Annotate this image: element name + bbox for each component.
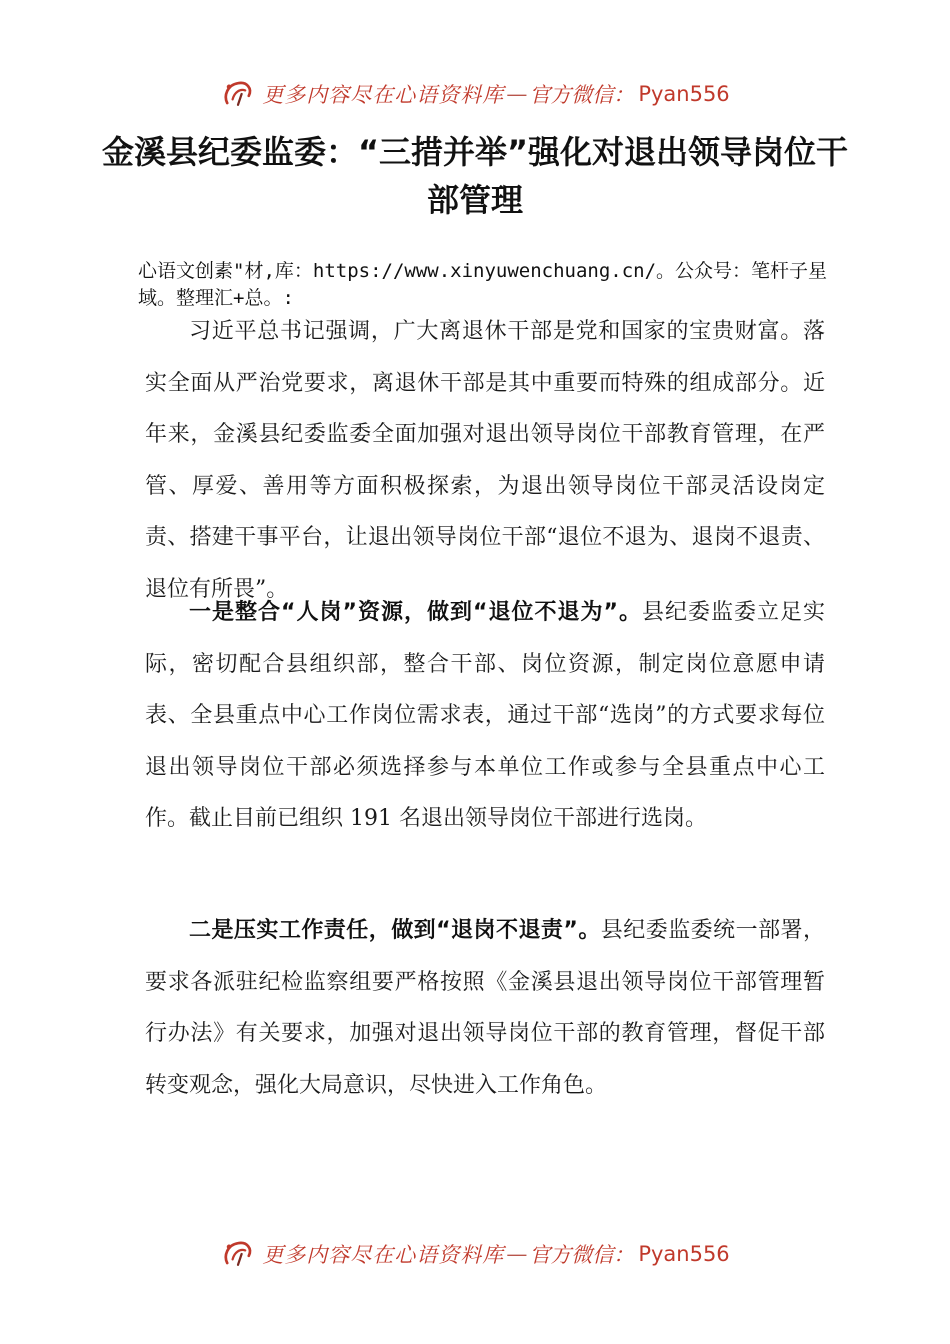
- body-paragraph-1: [145, 306, 825, 615]
- body-paragraph-2: [145, 587, 825, 845]
- banner-main-text: 更多内容尽在心语资料库: [262, 1243, 505, 1267]
- banner-dash: —: [506, 82, 528, 106]
- paragraph-text: 县纪委监委统一部署，要求各派驻纪检监察组要严格按照《金溪县退出领导岗位干部管理暂行办法》有关要求，加强对退出领导岗位干部的教育管理，督促干部转变观念，强化大局意识，尽快进入工作角色。: [145, 918, 825, 1098]
- hand-drawn-logo-icon: [220, 76, 256, 112]
- header-banner: [0, 72, 950, 116]
- banner-wechat-label: 官方微信：: [529, 1243, 635, 1267]
- hand-drawn-logo-icon: [220, 1236, 256, 1272]
- source-line: 心语文创素"材,库：https://www.xinyuwenchuang.cn/。公众号：笔杆子星域。整理汇+总。:: [138, 260, 828, 309]
- banner-wechat-label: 官方微信：: [529, 83, 635, 107]
- banner-wechat-id: Pyan556: [638, 82, 730, 106]
- paragraph-lead: 二是压实工作责任，做到“退岗不退责”。: [189, 918, 601, 943]
- paragraph-text: 习近平总书记强调，广大离退休干部是党和国家的宝贵财富。落实全面从严治党要求，离退休干部是其中重要而特殊的组成部分。近年来，金溪县纪委监委全面加强对退出领导岗位干部教育管理，在严管、厚爱、善用等方面积极探索，为退出领导岗位干部灵活设岗定责、搭建干事平台，让退出领导岗位干部“退位不退为、退岗不退责、退位有所畏”。: [145, 319, 825, 602]
- paragraph-text: 县纪委监委立足实际，密切配合县组织部，整合干部、岗位资源，制定岗位意愿申请表、全县重点中心工作岗位需求表，通过干部“选岗”的方式要求每位退出领导岗位干部必须选择参与本单位工作或参与全县重点中心工作。截止目前已组织 191 名退出领导岗位干部进行选岗。: [145, 600, 825, 831]
- footer-banner: [0, 1232, 950, 1276]
- document-title: 金溪县纪委监委：“三措并举”强化对退出领导岗位干部管理: [101, 133, 849, 219]
- banner-wechat-id: Pyan556: [638, 1242, 730, 1266]
- body-paragraph-3: [145, 905, 825, 1111]
- paragraph-lead: 一是整合“人岗”资源，做到“退位不退为”。: [189, 600, 642, 625]
- banner-main-text: 更多内容尽在心语资料库: [262, 83, 505, 107]
- banner-dash: —: [506, 1242, 528, 1266]
